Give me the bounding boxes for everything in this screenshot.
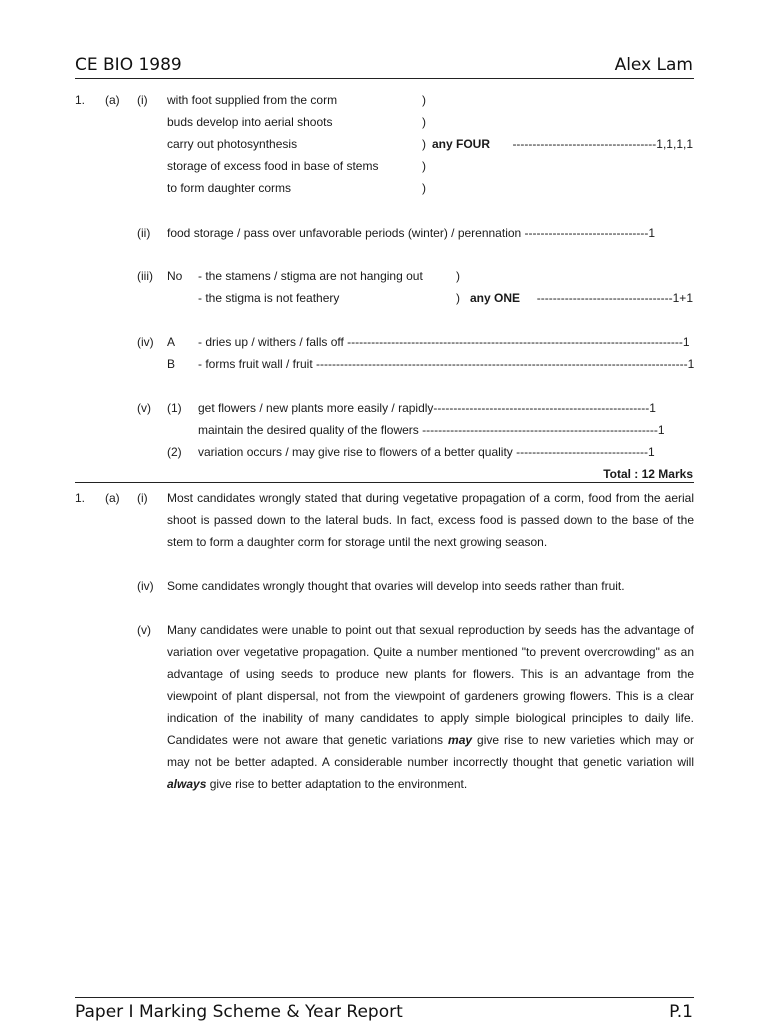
bracket: ) — [456, 269, 460, 283]
scheme-iii-line: - the stigma is not feathery — [198, 291, 340, 305]
emphasis-always: always — [167, 777, 207, 791]
answer-no: No — [167, 269, 183, 283]
item-number-2: (2) — [167, 445, 182, 459]
any-four-note: any FOUR — [432, 137, 491, 151]
subpart-label-v: (v) — [137, 401, 151, 415]
bracket: ) — [422, 137, 426, 151]
scheme-v-line: get flowers / new plants more easily / rapidly------------------------------------------------------1 — [198, 401, 656, 415]
scheme-i-line: storage of excess food in base of stems — [167, 159, 379, 173]
page-number: P.1 — [669, 1002, 693, 1022]
subpart-label-i: (i) — [137, 491, 148, 505]
section-divider — [75, 482, 694, 483]
subpart-label-iii: (iii) — [137, 269, 153, 283]
subpart-label-i: (i) — [137, 93, 148, 107]
report-i-paragraph — [167, 487, 694, 553]
document-title: CE BIO 1989 — [75, 55, 182, 75]
footer-rule — [75, 997, 694, 998]
scheme-i-line: carry out photosynthesis — [167, 137, 298, 151]
bracket: ) — [456, 291, 460, 305]
question-part: (a) — [105, 491, 120, 505]
author-name: Alex Lam — [614, 55, 693, 75]
scheme-v-line: maintain the desired quality of the flowers -----------------------------------------------------------1 — [198, 423, 665, 437]
any-one-note: any ONE — [470, 291, 521, 305]
subpart-label-iv: (iv) — [137, 579, 154, 593]
header-rule — [75, 78, 694, 79]
scheme-i-line: to form daughter corms — [167, 181, 292, 195]
question-part: (a) — [105, 93, 120, 107]
scheme-ii-text: food storage / pass over unfavorable periods (winter) / perennation -------------------------------1 — [167, 226, 656, 240]
marks-i: ------------------------------------1,1,1,1 — [512, 137, 693, 151]
report-v-text: give rise to better adaptation to the environment. — [209, 777, 468, 791]
scheme-iii-line: - the stamens / stigma are not hanging out — [198, 269, 423, 283]
bracket: ) — [422, 159, 426, 173]
subpart-label-v: (v) — [137, 623, 151, 637]
bracket: ) — [422, 181, 426, 195]
footer-title: Paper I Marking Scheme & Year Report — [75, 1002, 403, 1022]
item-number-1: (1) — [167, 401, 182, 415]
question-number: 1. — [75, 93, 86, 107]
report-iv-text: Some candidates wrongly thought that ovaries will develop into seeds rather than fruit. — [167, 579, 625, 593]
item-letter-b: B — [167, 357, 176, 371]
bracket: ) — [422, 93, 426, 107]
report-iv-paragraph — [167, 575, 694, 597]
item-letter-a: A — [167, 335, 176, 349]
subpart-label-ii: (ii) — [137, 226, 151, 240]
subpart-label-iv: (iv) — [137, 335, 154, 349]
report-v-text: Many candidates were unable to point out that sexual reproduction by seeds has the advantage of variation over vegetative propagation. Quite a number mentioned "to prevent overcrowding" as an advantage of using seeds to produce new plants for flowers. This is an advantage from the viewpoint of plant dispersal, not from the viewpoint of gardeners growing flowers. This is a clear indication of the inability of many candidates to apply simple biological principles to daily life. Candidates were not aware that genetic variations — [167, 623, 694, 747]
bracket: ) — [422, 115, 426, 129]
scheme-v-line: variation occurs / may give rise to flowers of a better quality ---------------------------------1 — [198, 445, 655, 459]
marks-iii: ----------------------------------1+1 — [536, 291, 693, 305]
question-number: 1. — [75, 491, 86, 505]
report-v-text: give rise to new varieties which may or may not be better adapted. A considerable number incorrectly thought that genetic variation will — [167, 733, 694, 769]
scheme-iv-a: - dries up / withers / falls off ------------------------------------------------------------------------------------1 — [198, 335, 690, 349]
report-i-text: Most candidates wrongly stated that during vegetative propagation of a corm, food from the aerial shoot is passed down to the lateral buds. In fact, excess food is passed down to the base of the stem to form a daughter corm for storage until the next growing season. — [167, 491, 694, 549]
scheme-i-line: with foot supplied from the corm — [167, 93, 338, 107]
scheme-iv-b: - forms fruit wall / fruit ---------------------------------------------------------------------------------------------1 — [198, 357, 695, 371]
scheme-i-line: buds develop into aerial shoots — [167, 115, 333, 129]
total-marks: Total : 12 Marks — [603, 467, 693, 481]
report-v-paragraph — [167, 619, 694, 795]
emphasis-may: may — [448, 733, 473, 747]
